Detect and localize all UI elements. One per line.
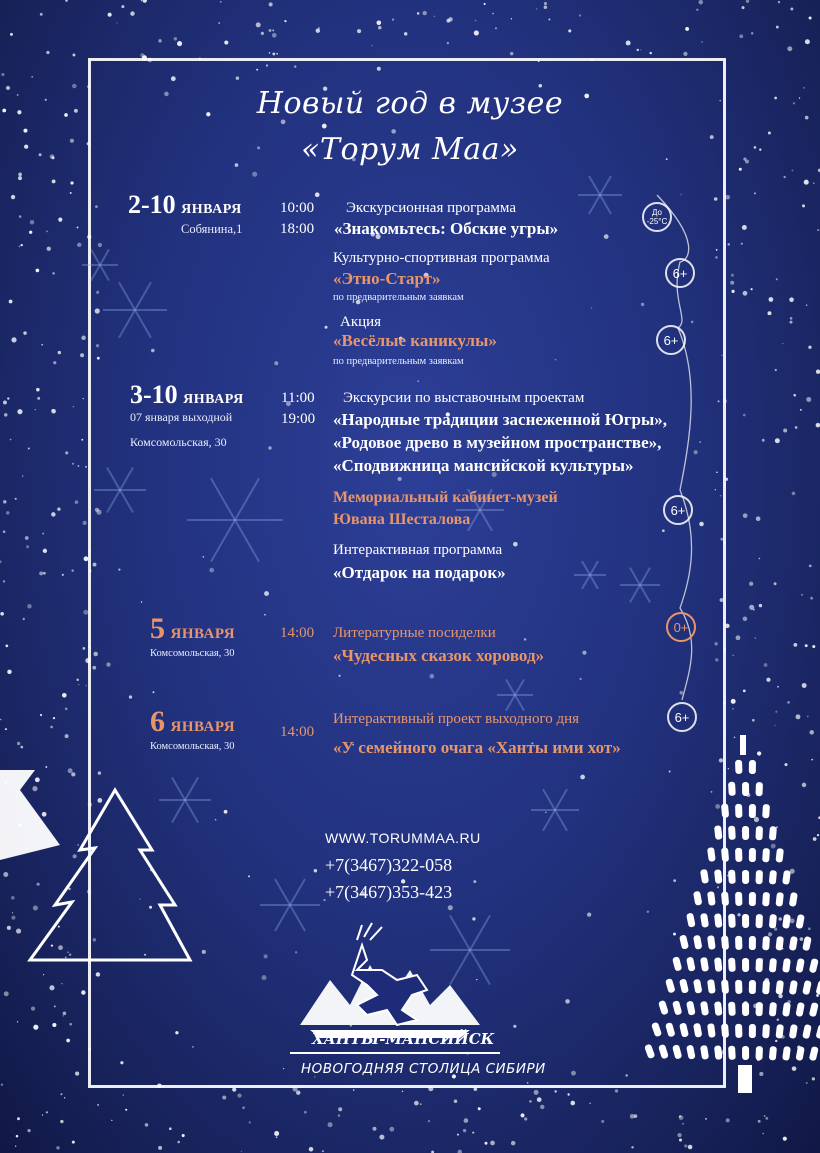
event2-date-number: 3-10 bbox=[130, 380, 178, 409]
event1-program3-name: «Весёлые каникулы» bbox=[333, 331, 497, 350]
website-link[interactable]: WWW.TORUMMAA.RU bbox=[325, 830, 481, 846]
logo-slogan: НОВОГОДНЯЯ СТОЛИЦА СИБИРИ bbox=[301, 1061, 546, 1077]
event2-time-end: 19:00 bbox=[281, 411, 316, 427]
event4-date-month: ЯНВАРЯ bbox=[170, 719, 236, 735]
event2-program2-name-2: Ювана Шесталова bbox=[333, 511, 471, 528]
event1-program2-name: «Этно-Старт» bbox=[333, 269, 441, 288]
event4-time: 14:00 bbox=[280, 724, 315, 740]
event2-program3-type: Интерактивная программа bbox=[333, 542, 503, 558]
event2-program1-name-1: «Народные традиции заснеженной Югры», bbox=[333, 410, 668, 429]
event2-program3-name: «Отдарок на подарок» bbox=[333, 563, 506, 582]
event4-date-number: 6 bbox=[150, 705, 165, 738]
event1-program2-type: Культурно-спортивная программа bbox=[333, 250, 550, 266]
ornament-temperature-line1: До bbox=[652, 208, 662, 217]
event1-time-start: 10:00 bbox=[280, 200, 315, 216]
logo-divider bbox=[290, 1052, 500, 1054]
event2-program1-name-2: «Родовое древо в музейном пространстве», bbox=[333, 433, 662, 452]
event1-time-end: 18:00 bbox=[280, 221, 315, 237]
event4-name: «У семейного очага «Ханты ими хот» bbox=[333, 738, 621, 757]
ornament-temperature-line2: -25°C bbox=[646, 217, 668, 226]
ornament-age-rating-5: 6+ bbox=[667, 702, 697, 732]
event4-address: Комсомольская, 30 bbox=[150, 741, 235, 752]
ornament-age-rating-4: 0+ bbox=[666, 612, 696, 642]
event3-date-number: 5 bbox=[150, 612, 165, 645]
logo-city: ХАНТЫ-МАНСИЙСК bbox=[312, 1030, 495, 1048]
event3-address: Комсомольская, 30 bbox=[150, 648, 235, 659]
phone-2[interactable]: +7(3467)353-423 bbox=[325, 882, 453, 902]
event2-program1-type: Экскурсии по выставочным проектам bbox=[343, 390, 585, 406]
ornament-age-rating-3: 6+ bbox=[663, 495, 693, 525]
event3-date-month: ЯНВАРЯ bbox=[170, 626, 236, 642]
event1-address: Собянина,1 bbox=[181, 222, 243, 236]
event2-program2-name-1: Мемориальный кабинет-музей bbox=[333, 489, 558, 506]
event1-program1-type: Экскурсионная программа bbox=[346, 200, 516, 216]
event1-program2-note: по предварительным заявкам bbox=[333, 292, 464, 303]
event1-program1-name: «Знакомьтесь: Обские угры» bbox=[334, 219, 559, 238]
event2-subnote: 07 января выходной bbox=[130, 410, 233, 424]
event2-date-month: ЯНВАРЯ bbox=[183, 392, 244, 407]
event1-program3-type: Акция bbox=[340, 314, 382, 330]
event3-time: 14:00 bbox=[280, 625, 315, 641]
event4-type: Интерактивный проект выходного дня bbox=[333, 711, 580, 727]
event1-program3-note: по предварительным заявкам bbox=[333, 356, 464, 367]
event3-type: Литературные посиделки bbox=[333, 625, 496, 641]
event1-date-month: ЯНВАРЯ bbox=[181, 202, 242, 217]
ornament-age-rating-1: 6+ bbox=[665, 258, 695, 288]
poster-title-line2: «Торум Маа» bbox=[301, 132, 519, 167]
event2-time-start: 11:00 bbox=[281, 390, 315, 406]
phone-1[interactable]: +7(3467)322-058 bbox=[325, 855, 453, 875]
event2-program1-name-3: «Сподвижница мансийской культуры» bbox=[333, 456, 634, 475]
event1-date-number: 2-10 bbox=[128, 190, 176, 219]
event2-address: Комсомольская, 30 bbox=[130, 435, 227, 449]
ornament-age-rating-2: 6+ bbox=[656, 325, 686, 355]
event3-name: «Чудесных сказок хоровод» bbox=[333, 646, 545, 665]
poster-title-line1: Новый год в музее bbox=[256, 86, 564, 121]
